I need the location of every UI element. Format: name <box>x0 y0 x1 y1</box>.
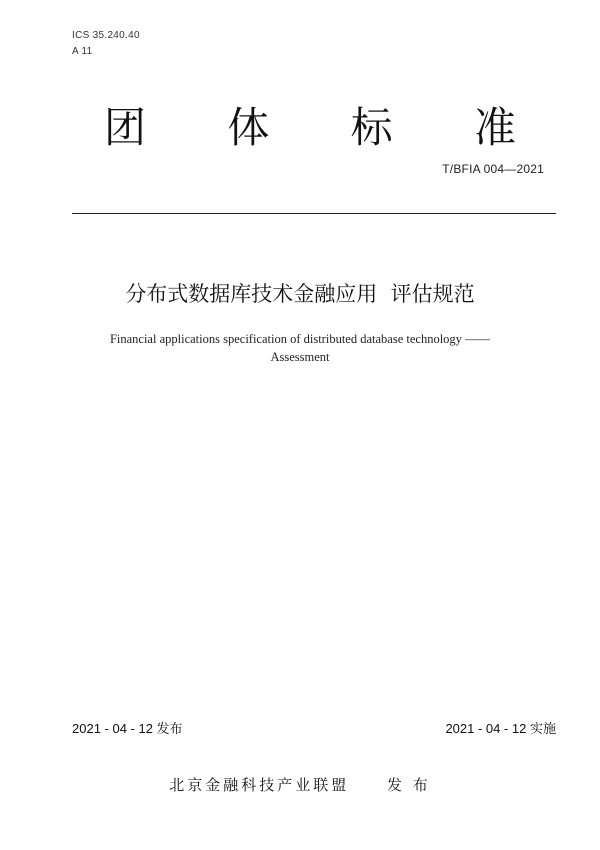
ccs-code: A 11 <box>72 46 93 57</box>
document-title-chinese: 分布式数据库技术金融应用 评估规范 <box>125 282 475 306</box>
standard-kind-char: 标 <box>350 103 393 152</box>
ics-code: ICS 35.240.40 <box>72 30 140 41</box>
english-title-line: Assessment <box>270 350 330 364</box>
publisher-name: 北京金融科技产业联盟 <box>169 776 350 794</box>
publisher-row <box>0 774 600 795</box>
standard-number: T/BFIA 004—2021 <box>442 162 544 176</box>
standard-kind-char: 准 <box>473 103 516 152</box>
header-divider <box>72 213 556 214</box>
standard-kind-char: 团 <box>104 103 147 152</box>
publish-label: 发 布 <box>387 776 431 794</box>
standard-kind-heading <box>104 100 516 156</box>
english-title-line: Financial applications specification of distributed database technology —— <box>109 332 491 346</box>
document-title-english <box>60 330 540 366</box>
standard-kind-char: 体 <box>227 103 270 152</box>
issue-date: 2021 - 04 - 12 发布 <box>72 721 183 736</box>
implementation-date: 2021 - 04 - 12 实施 <box>445 721 556 736</box>
